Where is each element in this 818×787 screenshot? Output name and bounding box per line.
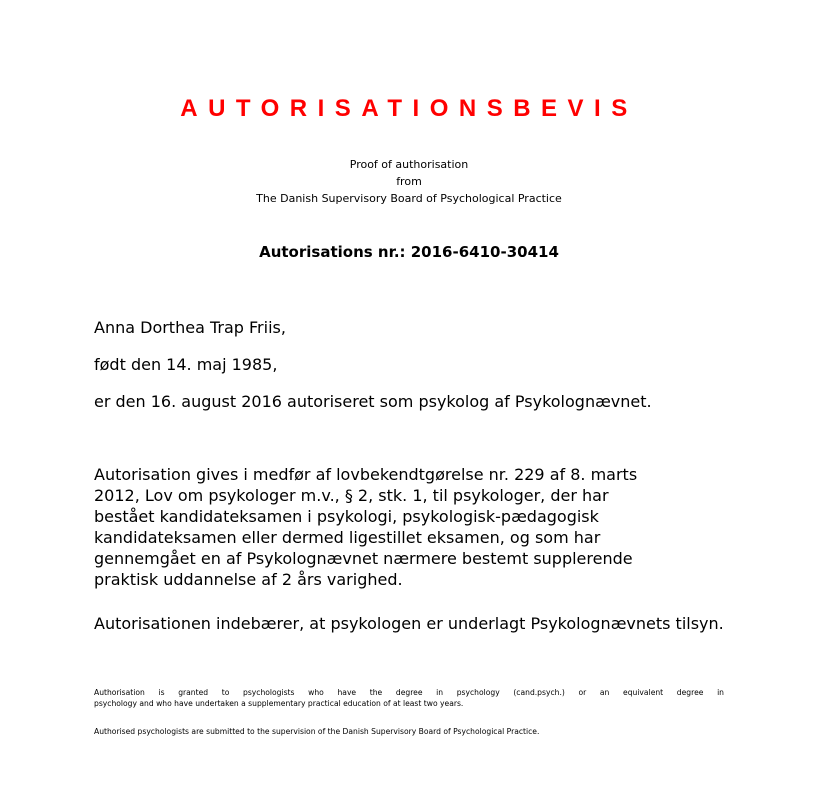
certificate-subtitle — [0, 156, 818, 207]
legal-basis-line: bestået kandidateksamen i psykologi, psykologisk-pædagogisk — [94, 507, 599, 526]
subtitle-line-1: Proof of authorisation — [349, 158, 469, 171]
authorisation-number: Autorisations nr.: 2016-6410-30414 — [259, 243, 559, 261]
holder-name: Anna Dorthea Trap Friis, — [94, 318, 286, 337]
subtitle-line-3: The Danish Supervisory Board of Psychological Practice — [256, 192, 562, 205]
supervision-paragraph: Autorisationen indebærer, at psykologen er underlagt Psykolognævnets tilsyn. — [94, 614, 724, 633]
footnote-line: Authorisation is granted to psychologists who have the degree in psychology (cand.psych.) or an equivalent degree in — [94, 688, 724, 697]
authorisation-statement: er den 16. august 2016 autoriseret som psykolog af Psykolognævnet. — [94, 392, 652, 411]
legal-basis-line: kandidateksamen eller dermed ligestillet eksamen, og som har — [94, 528, 601, 547]
subtitle-line-2: from — [396, 175, 422, 188]
footnote-authorisation — [94, 687, 724, 709]
footnote-supervision: Authorised psychologists are submitted to the supervision of the Danish Supervisory Board of Psychological Practice. — [94, 727, 540, 736]
legal-basis-line: Autorisation gives i medfør af lovbekendtgørelse nr. 229 af 8. marts — [94, 465, 638, 484]
certificate-title: AUTORISATIONSBEVIS — [180, 95, 638, 122]
legal-basis-line: gennemgået en af Psykolognævnet nærmere bestemt supplerende — [94, 549, 633, 568]
legal-basis-line: praktisk uddannelse af 2 års varighed. — [94, 570, 403, 589]
footnote-line: psychology and who have undertaken a supplementary practical education of at least two years. — [94, 699, 464, 708]
holder-birth-date: født den 14. maj 1985, — [94, 355, 278, 374]
legal-basis-paragraph — [94, 464, 734, 590]
legal-basis-line: 2012, Lov om psykologer m.v., § 2, stk. 1, til psykologer, der har — [94, 486, 609, 505]
